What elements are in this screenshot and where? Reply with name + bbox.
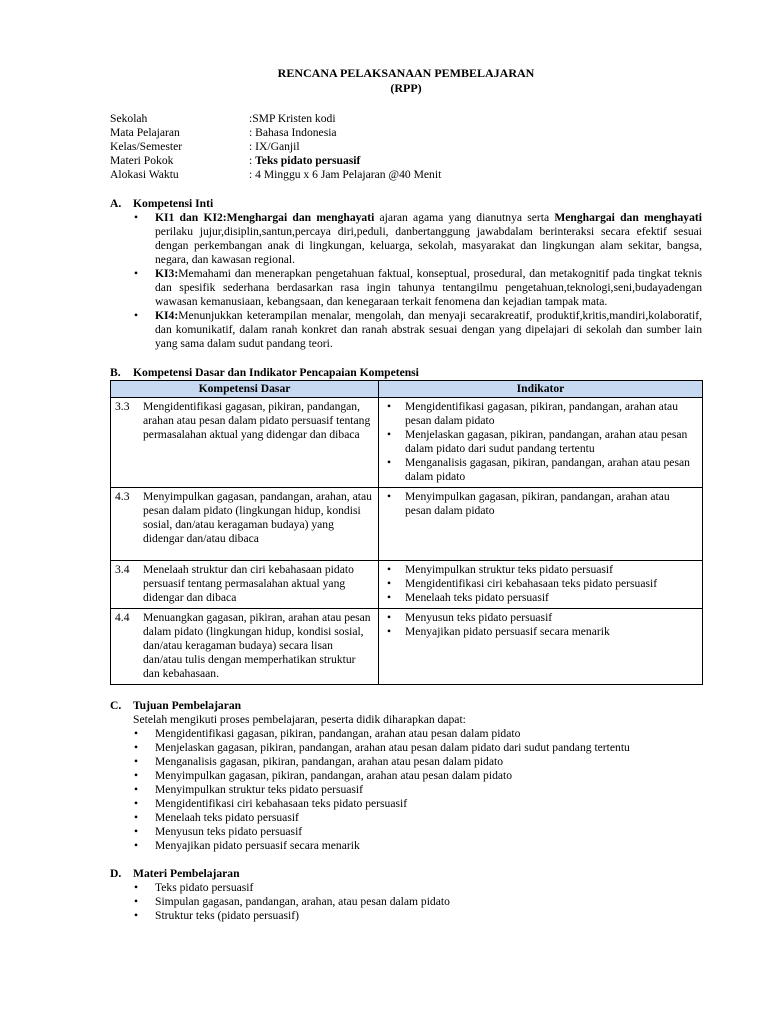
kd-text: Menyimpulkan gagasan, pandangan, arahan, atau pesan dalam pidato (lingkungan hidup, kondisi sosial, dan/atau keragaman budaya) yang didengar dan/atau dibaca: [143, 490, 372, 545]
section-heading: [110, 197, 702, 211]
kd-cell: [111, 561, 379, 609]
ki1-bold-mid: Menghargai dan menghayati: [554, 211, 702, 224]
identity-label: Alokasi Waktu: [110, 168, 179, 181]
table-row: [111, 488, 703, 561]
ki3-text: Memahami dan menerapkan pengetahuan faktual, konseptual, prosedural, dan metakognitif pada tingkat teknis dan spesifik sederhana berdasarkan rasa ingin tahunya tentangilmu pengetahuan,teknologi,seni,budayadengan wawasan kemanusiaan, kebangsaan, dan kenegaraan terkait fenomena dan kejadian tampak mata.: [155, 267, 702, 308]
section-kompetensi-dasar: [110, 366, 702, 685]
section-kompetensi-inti: [110, 197, 702, 351]
kd-number: 3.4: [115, 563, 130, 576]
indikator-list: [383, 563, 698, 605]
indikator-list: [383, 490, 698, 518]
table-row: [111, 398, 703, 488]
identity-row-topic: [110, 154, 702, 168]
section-materi-pembelajaran: [110, 867, 702, 923]
list-item: • Menyajikan pidato persuasif secara menarik: [133, 839, 702, 853]
identity-block: [110, 112, 702, 182]
ki-item-4: [133, 309, 702, 351]
ki1-text-1: ajaran agama yang dianutnya serta: [374, 211, 555, 224]
identity-value: : Bahasa Indonesia: [249, 126, 337, 139]
ki3-bold: KI3:: [155, 267, 179, 280]
section-title: Kompetensi Dasar dan Indikator Pencapaian Kompetensi: [133, 366, 419, 379]
list-item: • Mengidentifikasi gagasan, pikiran, pandangan, arahan atau pesan dalam pidato: [133, 727, 702, 741]
indikator-item: • Mengidentifikasi ciri kebahasaan teks pidato persuasif: [383, 577, 698, 591]
identity-row-subject: [110, 126, 702, 140]
indikator-cell: [379, 398, 703, 488]
identity-label: Mata Pelajaran: [110, 126, 180, 139]
indikator-cell: [379, 561, 703, 609]
identity-prefix: :: [249, 154, 256, 167]
kd-text: Menuangkan gagasan, pikiran, arahan atau pesan dalam pidato (lingkungan hidup, kondisi sosial, dan/atau keragaman budaya) secara lisan dan/atau tulis dengan memperhatikan struktur dan kebahasaan.: [143, 611, 371, 680]
kd-table: [110, 380, 703, 685]
identity-row-time: [110, 168, 702, 182]
list-item: • Teks pidato persuasif: [133, 881, 702, 895]
kd-text: Menelaah struktur dan ciri kebahasaan pidato persuasif tentang permasalahan aktual yang didengar dan dibaca: [143, 563, 354, 604]
ki-item-1: [133, 211, 702, 267]
section-tujuan-pembelajaran: [110, 699, 702, 853]
kd-number: 4.4: [115, 611, 130, 624]
section-letter: A.: [110, 197, 122, 210]
list-item: • Menyimpulkan gagasan, pikiran, pandangan, arahan atau pesan dalam pidato: [133, 769, 702, 783]
kd-cell: [111, 398, 379, 488]
identity-value-bold: Teks pidato persuasif: [255, 154, 361, 167]
kd-number: 3.3: [115, 400, 130, 413]
column-header-kd: Kompetensi Dasar: [111, 381, 379, 398]
section-heading: [110, 699, 702, 713]
indikator-list: [383, 400, 698, 484]
indikator-item: • Menyimpulkan gagasan, pikiran, pandangan, arahan atau pesan dalam pidato: [383, 490, 698, 518]
section-letter: B.: [110, 366, 121, 379]
indikator-item: • Menyusun teks pidato persuasif: [383, 611, 698, 625]
section-heading: [110, 366, 702, 380]
document-page: [110, 66, 702, 923]
identity-value: [249, 154, 360, 168]
document-title: RENCANA PELAKSANAAN PEMBELAJARAN: [277, 66, 535, 80]
indikator-cell: [379, 488, 703, 561]
list-item: • Simpulan gagasan, pandangan, arahan, atau pesan dalam pidato: [133, 895, 702, 909]
identity-label: Kelas/Semester: [110, 140, 183, 153]
list-item: • Menyimpulkan struktur teks pidato persuasif: [133, 783, 702, 797]
indikator-list: [383, 611, 698, 639]
section-title: Materi Pembelajaran: [133, 867, 240, 880]
list-item: • Struktur teks (pidato persuasif): [133, 909, 702, 923]
document-subtitle: (RPP): [390, 81, 422, 95]
ki-list: [110, 211, 702, 351]
kd-cell: [111, 488, 379, 561]
identity-row-class: [110, 140, 702, 154]
indikator-cell: [379, 609, 703, 685]
ki1-bold-start: KI1 dan KI2:Menghargai dan menghayati: [155, 211, 375, 224]
kd-number: 4.3: [115, 490, 130, 503]
section-heading: [110, 867, 702, 881]
list-item: • Menelaah teks pidato persuasif: [133, 811, 702, 825]
identity-value: :SMP Kristen kodi: [249, 112, 336, 125]
table-row: [111, 561, 703, 609]
identity-row-school: [110, 112, 702, 126]
ki1-text-2: perilaku jujur,disiplin,santun,percaya diri,peduli, danbertanggung jawabdalam berinteraksi secara efektif sesuai dengan perkembangan anak di lingkungan, keluarga, sekolah, masyarakat dan lingkungan alam sekitar, bangsa, negara, dan kawasan regional.: [155, 225, 702, 266]
identity-label: Materi Pokok: [110, 154, 174, 167]
section-letter: C.: [110, 699, 122, 712]
list-item: • Mengidentifikasi ciri kebahasaan teks pidato persuasif: [133, 797, 702, 811]
tujuan-list: [110, 727, 702, 853]
list-item: • Menjelaskan gagasan, pikiran, pandangan, arahan atau pesan dalam pidato dari sudut pandang tertentu: [133, 741, 702, 755]
ki4-bold: KI4:: [155, 309, 179, 322]
section-title: Tujuan Pembelajaran: [133, 699, 242, 712]
section-intro: Setelah mengikuti proses pembelajaran, peserta didik diharapkan dapat:: [133, 713, 466, 726]
kd-cell: [111, 609, 379, 685]
indikator-item: • Menjelaskan gagasan, pikiran, pandangan, arahan atau pesan dalam pidato dari sudut pandang tertentu: [383, 428, 698, 456]
ki4-text: Menunjukkan keterampilan menalar, mengolah, dan menyaji secarakreatif, produktif,kritis,mandiri,kolaboratif, dan komunikatif, dalam ranah konkret dan ranah abstrak sesuai dengan yang dipelajari di sekolah dan sumber lain yang sama dalam sudut pandang teori.: [155, 309, 702, 350]
indikator-item: • Menelaah teks pidato persuasif: [383, 591, 698, 605]
indikator-item: • Menganalisis gagasan, pikiran, pandangan, arahan atau pesan dalam pidato: [383, 456, 698, 484]
column-header-indikator: Indikator: [379, 381, 703, 398]
identity-value: : IX/Ganjil: [249, 140, 300, 153]
section-title: Kompetensi Inti: [133, 197, 214, 210]
kd-table-header: [111, 381, 703, 398]
list-item: • Menganalisis gagasan, pikiran, pandangan, arahan atau pesan dalam pidato: [133, 755, 702, 769]
ki-item-3: [133, 267, 702, 309]
identity-label: Sekolah: [110, 112, 148, 125]
indikator-item: • Menyimpulkan struktur teks pidato persuasif: [383, 563, 698, 577]
indikator-item: • Menyajikan pidato persuasif secara menarik: [383, 625, 698, 639]
table-row: [111, 609, 703, 685]
identity-value: : 4 Minggu x 6 Jam Pelajaran @40 Menit: [249, 168, 442, 181]
section-letter: D.: [110, 867, 122, 880]
materi-list: [110, 881, 702, 923]
list-item: • Menyusun teks pidato persuasif: [133, 825, 702, 839]
indikator-item: • Mengidentifikasi gagasan, pikiran, pandangan, arahan atau pesan dalam pidato: [383, 400, 698, 428]
kd-text: Mengidentifikasi gagasan, pikiran, pandangan, arahan atau pesan dalam pidato persuasif tentang permasalahan aktual yang didengar dan dibaca: [143, 400, 371, 441]
